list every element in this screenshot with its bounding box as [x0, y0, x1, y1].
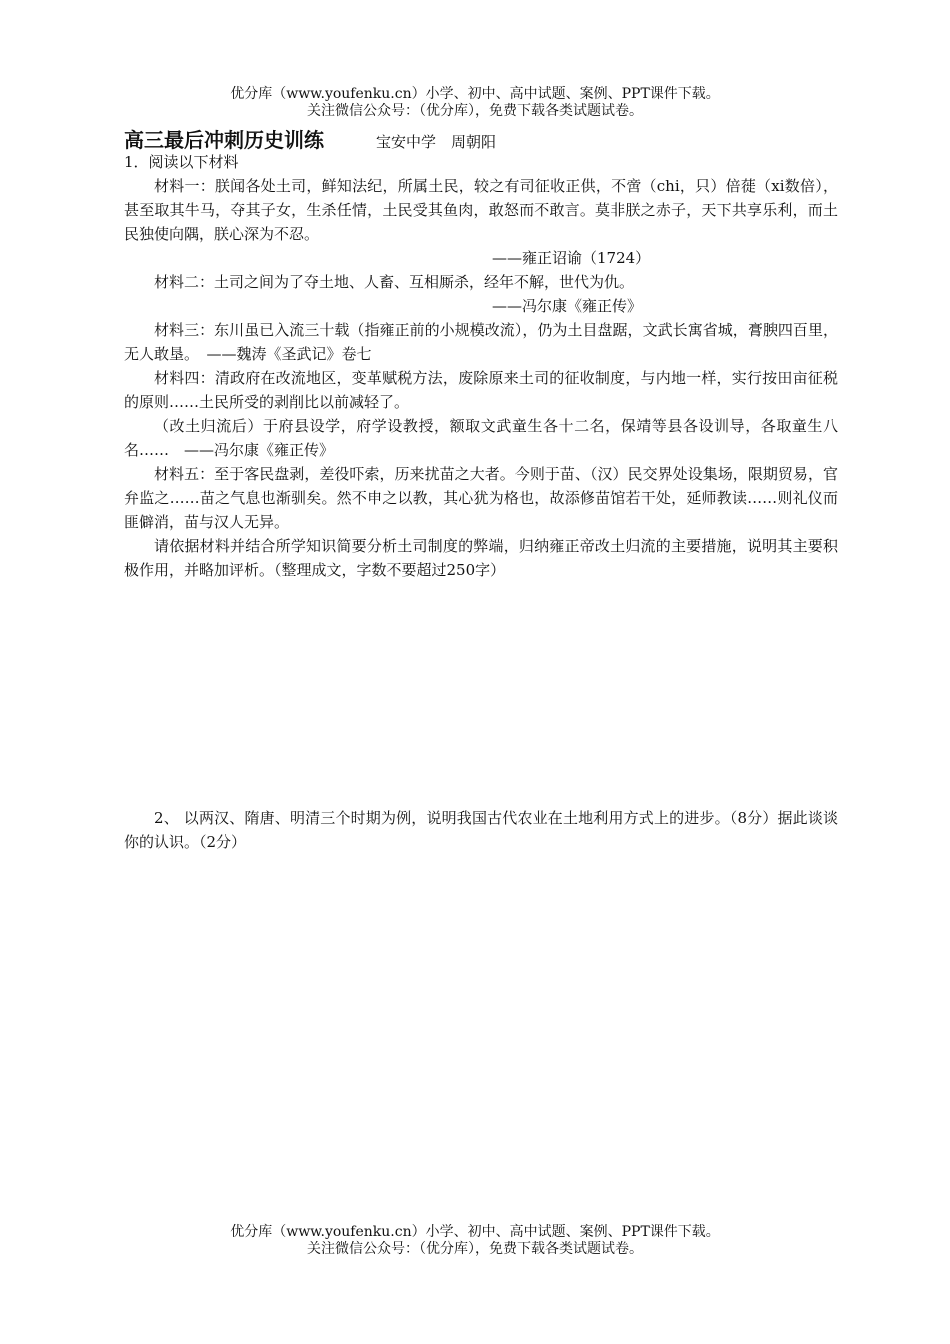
document-body: [124, 150, 838, 854]
document-author: 宝安中学 周朝阳: [376, 133, 497, 151]
material-2: 材料二：土司之间为了夺土地、人畜、互相厮杀，经年不解，世代为仇。: [154, 273, 635, 291]
header-line-2: 关注微信公众号：（优分库），免费下载各类试题试卷。: [307, 103, 643, 119]
page-header: [0, 86, 950, 120]
material-3: 材料三：东川虽已入流三十载（指雍正前的小规模改流），仍为土目盘踞，文武长寓省城，膏腴四百里，无人敢垦。 ——魏涛《圣武记》卷七: [124, 321, 838, 363]
question-1-intro: 1．阅读以下材料: [124, 153, 239, 171]
page-footer: [0, 1224, 950, 1258]
document-title: 高三最后冲刺历史训练: [124, 128, 324, 152]
material-4: 材料四：清政府在改流地区，变革赋税方法，废除原来土司的征收制度，与内地一样，实行按田亩征税的原则……土民所受的剥削比以前减轻了。: [124, 369, 838, 411]
title-row: [124, 124, 496, 153]
material-4-continued: （改土归流后）于府县设学，府学设教授，额取文武童生各十二名，保靖等县各设训导，各取童生八名…… ——冯尔康《雍正传》: [124, 417, 838, 459]
material-2-source: ——冯尔康《雍正传》: [492, 297, 643, 315]
material-5: 材料五：至于客民盘剥，差役吓索，历来扰苗之大者。今则于苗、（汉）民交界处设集场，限期贸易，官弁监之……苗之气息也渐驯矣。然不申之以教，其心犹为格也，故添修苗馆若干处，延师教读……则礼仪而匪僻消，苗与汉人无异。: [124, 465, 838, 531]
question-2: 2、 以两汉、隋唐、明清三个时期为例，说明我国古代农业在土地利用方式上的进步。（8分）据此谈谈你的认识。（2分）: [124, 809, 838, 851]
material-1: 材料一：朕闻各处土司，鲜知法纪，所属土民，较之有司征收正供，不啻（chi，只）倍蓰（xi数倍），甚至取其牛马，夺其子女，生杀任情，土民受其鱼肉，敢怒而不敢言。莫非朕之赤子，天下共享乐利，而土民独使向隅，朕心深为不忍。: [124, 177, 838, 243]
footer-line-1: 优分库（www.youfenku.cn）小学、初中、高中试题、案例、PPT课件下载。: [230, 1224, 720, 1240]
material-1-source: ——雍正诏谕（1724）: [492, 249, 651, 267]
header-line-1: 优分库（www.youfenku.cn）小学、初中、高中试题、案例、PPT课件下载。: [230, 86, 720, 102]
answer-space: [124, 582, 838, 806]
question-1-prompt: 请依据材料并结合所学知识简要分析土司制度的弊端，归纳雍正帝改土归流的主要措施，说明其主要积极作用，并略加评析。（整理成文，字数不要超过250字）: [124, 537, 838, 579]
footer-line-2: 关注微信公众号：（优分库），免费下载各类试题试卷。: [307, 1241, 643, 1257]
